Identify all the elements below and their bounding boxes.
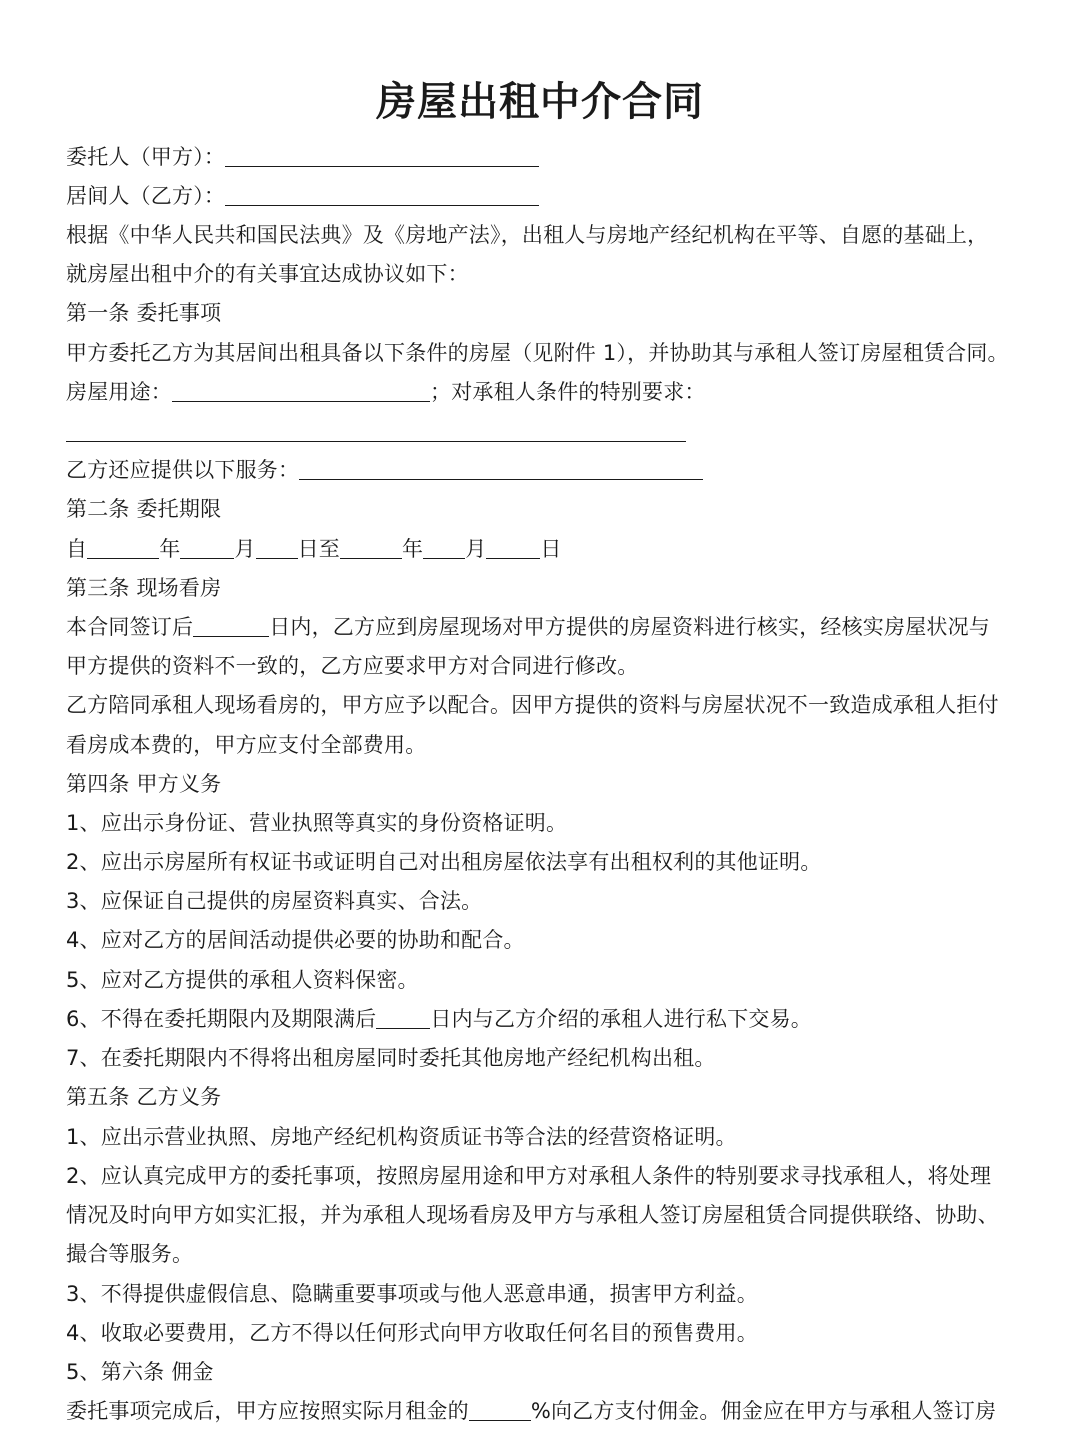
preamble-line-1: 根据《中华人民共和国民法典》及《房地产法》，出租人与房地产经纪机构在平等、自愿的基础上， [66,223,989,247]
inspection-label: 本合同签订后 [66,615,194,639]
article-2-heading: 第二条 委托期限 [66,497,222,521]
start-year-blank[interactable] [87,536,159,559]
year-label: 年 [159,537,181,561]
start-day-blank[interactable] [256,536,298,559]
article-3-heading: 第三条 现场看房 [66,576,222,600]
article-1-heading: 第一条 委托事项 [66,301,222,325]
party-b-duty-2-line-3: 撮合等服务。 [66,1242,194,1266]
client-party-label: 委托人（甲方）： [66,145,226,169]
start-month-blank[interactable] [180,536,234,559]
party-b-duty-2-line-2: 情况及时向甲方如实汇报，并为承租人现场看房及甲方与承租人签订房屋租赁合同提供联络、协助、 [66,1203,999,1227]
house-use-label: 房屋用途： [66,380,172,404]
month-label: 月 [234,537,256,561]
day-to-label: 日至 [297,537,341,561]
extra-services-line [66,455,1024,485]
tenant-requirements-label: ；对承租人条件的特别要求： [430,380,706,404]
party-a-duty-7: 7、在委托期限内不得将出租房屋同时委托其他房地产经纪机构出租。 [66,1046,716,1070]
party-b-duty-2-line-1: 2、应认真完成甲方的委托事项，按照房屋用途和甲方对承租人条件的特别要求寻找承租人，将处理 [66,1164,992,1188]
term-from-label: 自 [66,537,88,561]
viewing-line-1: 乙方陪同承租人现场看房的，甲方应予以配合。因甲方提供的资料与房屋状况不一致造成承租人拒付 [66,693,999,717]
party-b-duty-3: 3、不得提供虚假信息、隐瞒重要事项或与他人恶意串通，损害甲方利益。 [66,1282,758,1306]
party-b-duty-1: 1、应出示营业执照、房地产经纪机构资质证书等合法的经营资格证明。 [66,1125,737,1149]
party-a-duty-3: 3、应保证自己提供的房屋资料真实、合法。 [66,889,483,913]
private-deal-label: 6、不得在委托期限内及期限满后 [66,1007,377,1031]
article-6-heading: 5、第六条 佣金 [66,1360,214,1384]
inspection-line-1 [66,612,1024,642]
end-day-blank[interactable] [486,536,540,559]
party-a-duty-6 [66,1004,1024,1034]
term-dates-line [66,534,1024,564]
extra-services-blank[interactable] [299,457,703,480]
party-b-duty-4: 4、收取必要费用，乙方不得以任何形式向甲方收取任何名目的预售费用。 [66,1321,758,1345]
house-use-blank[interactable] [172,379,430,402]
private-deal-text: 日内与乙方介绍的承租人进行私下交易。 [430,1007,812,1031]
broker-party-line [66,181,1024,211]
commission-rate-blank[interactable] [469,1398,531,1421]
inspection-days-blank[interactable] [193,614,269,637]
day-label: 日 [540,537,562,561]
private-deal-days-blank[interactable] [376,1006,430,1029]
commission-text: %向乙方支付佣金。佣金应在甲方与承租人签订房 [530,1399,997,1423]
end-month-blank[interactable] [423,536,465,559]
article-1-text: 甲方委托乙方为其居间出租具备以下条件的房屋（见附件 1），并协助其与承租人签订房屋租赁合同。 [66,341,1009,365]
party-a-duty-5: 5、应对乙方提供的承租人资料保密。 [66,968,419,992]
party-a-duty-4: 4、应对乙方的居间活动提供必要的协助和配合。 [66,928,525,952]
commission-label: 委托事项完成后，甲方应按照实际月租金的 [66,1399,469,1423]
commission-line [66,1396,1024,1426]
month-label: 月 [465,537,487,561]
inspection-line-2: 甲方提供的资料不一致的，乙方应要求甲方对合同进行修改。 [66,654,639,678]
viewing-line-2: 看房成本费的，甲方应支付全部费用。 [66,733,427,757]
client-party-blank[interactable] [225,144,539,167]
preamble-line-2: 就房屋出租中介的有关事宜达成协议如下： [66,262,469,286]
broker-party-label: 居间人（乙方）： [66,184,226,208]
document-title: 房屋出租中介合同 [376,79,704,125]
party-a-duty-1: 1、应出示身份证、营业执照等真实的身份资格证明。 [66,811,568,835]
inspection-text: 日内，乙方应到房屋现场对甲方提供的房屋资料进行核实，经核实房屋状况与 [269,615,990,639]
client-party-line [66,142,1024,172]
broker-party-blank[interactable] [225,183,539,206]
tenant-requirements-blank[interactable] [66,441,686,442]
article-4-heading: 第四条 甲方义务 [66,772,222,796]
extra-services-label: 乙方还应提供以下服务： [66,458,300,482]
party-a-duty-2: 2、应出示房屋所有权证书或证明自己对出租房屋依法享有出租权利的其他证明。 [66,850,822,874]
year-label: 年 [402,537,424,561]
end-year-blank[interactable] [340,536,402,559]
article-5-heading: 第五条 乙方义务 [66,1085,222,1109]
house-use-line [66,377,1024,407]
